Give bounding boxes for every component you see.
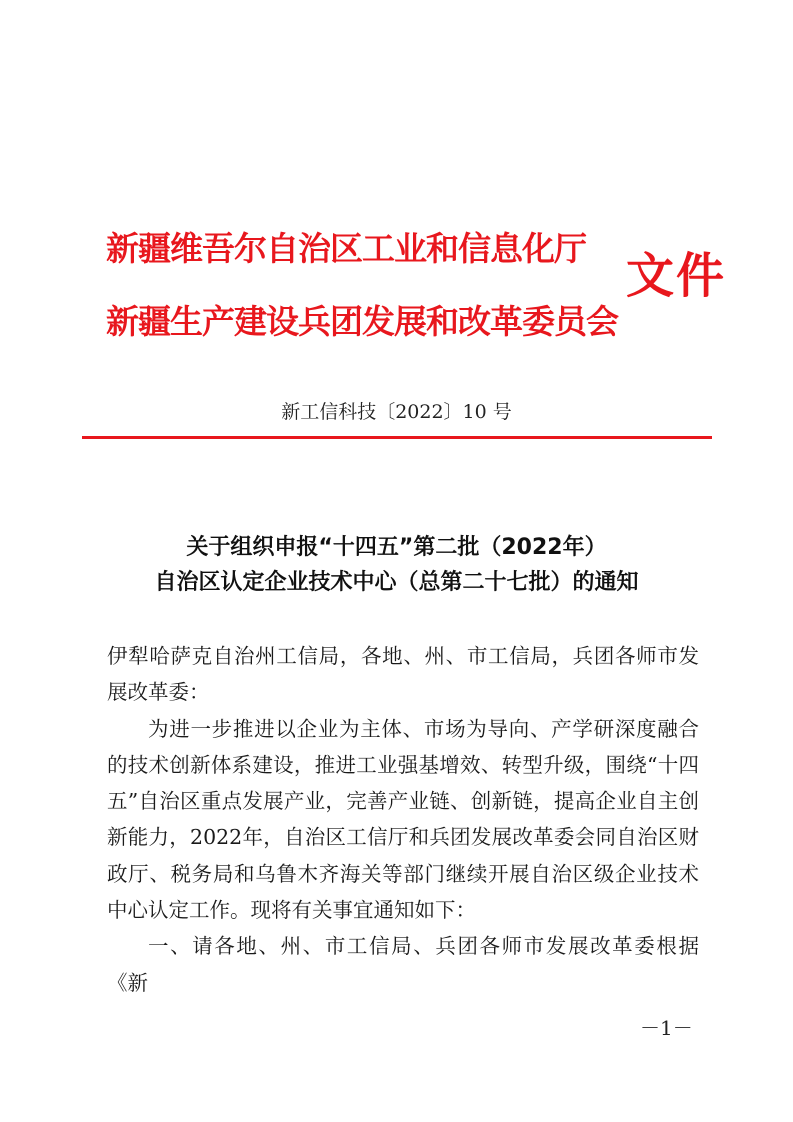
page-number: －1－ [640,1016,693,1040]
issuer-name-1: 新疆维吾尔自治区工业和信息化厅 [106,229,586,268]
paragraph-2: 一、请各地、州、市工信局、兵团各师市发展改革委根据《新 [107,934,699,995]
document-word: 文件 [626,248,727,304]
document-number: 新工信科技〔2022〕10 号 [281,401,512,423]
issuer-name-2: 新疆生产建设兵团发展和改革委员会 [106,302,618,341]
paragraph-1: 为进一步推进以企业为主体、市场为导向、产学研深度融合的技术创新体系建设，推进工业强基增效、转型升级，围绕“十四五”自治区重点发展产业，完善产业链、创新链，提高企业自主创新能力，2022年，自治区工信厅和兵团发展改革委会同自治区财政厅、税务局和乌鲁木齐海关等部门继续开展自治区级企业技术中心认定工作。现将有关事宜通知如下： [107,716,699,923]
red-divider [82,436,712,439]
notice-title-line-2: 自治区认定企业技术中心（总第二十七批）的通知 [154,570,639,595]
recipients: 伊犁哈萨克自治州工信局，各地、州、市工信局，兵团各师市发展改革委： [107,644,699,705]
body-text [107,638,699,1001]
notice-title-line-1: 关于组织申报“十四五”第二批（2022年） [186,535,607,560]
